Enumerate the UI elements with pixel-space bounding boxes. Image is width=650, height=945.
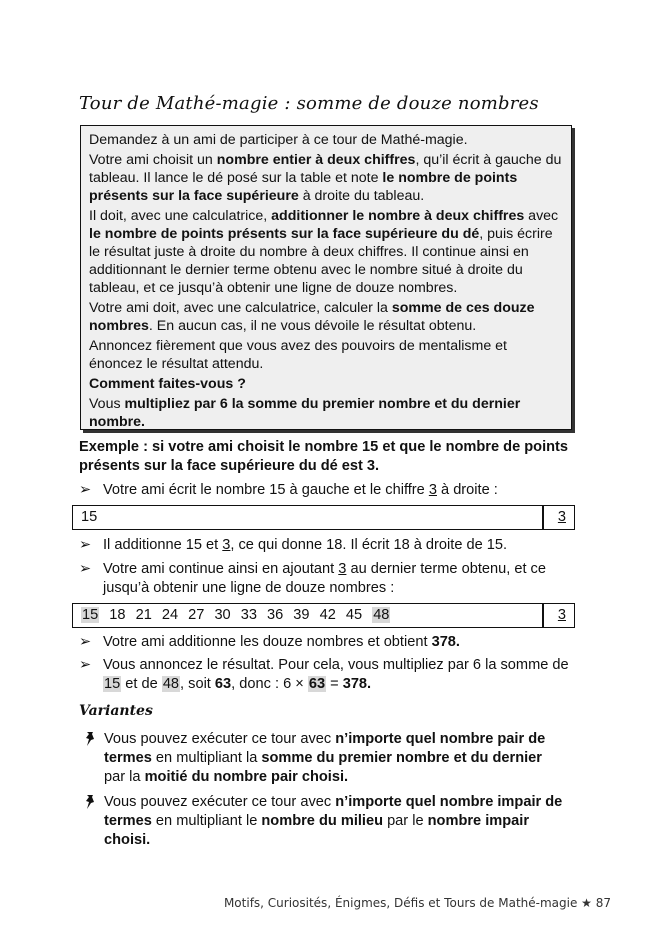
example-heading: Exemple : si votre ami choisit le nombre 15 et que le nombre de points présents sur la face supérieure du dé est 3. bbox=[79, 439, 569, 474]
paragraph: Comment faites-vous ? bbox=[89, 376, 246, 392]
instructions-box bbox=[80, 125, 572, 430]
arrow-bullet-icon: ➢ bbox=[79, 657, 92, 673]
table-divider bbox=[542, 604, 544, 627]
paragraph: Demandez à un ami de participer à ce tour de Mathé-magie. bbox=[89, 132, 468, 148]
page-footer: Motifs, Curiosités, Énigmes, Défis et Tours de Mathé-magie ★ 87 bbox=[223, 896, 611, 910]
arrow-bullet-icon: ➢ bbox=[79, 537, 92, 553]
arrow-bullet-icon: ➢ bbox=[79, 634, 92, 650]
table-divider bbox=[542, 506, 544, 529]
paragraph: Il doit, avec une calculatrice, additionner le nombre à deux chiffres avec le nombre de points présents sur la face supérieure du dé, puis écrire le résultat juste à droite du nombre à deux chiffres. Il continue ainsi en additionnant le dernier terme obtenu avec le nombre situé à droite du tableau, et ce jusqu’à obtenir une ligne de douze nombres. bbox=[89, 208, 559, 296]
variantes-heading: Variantes bbox=[79, 703, 153, 719]
paragraph: Votre ami doit, avec une calculatrice, calculer la somme de ces douze nombres. En aucun cas, il ne vous dévoile le résultat obtenu. bbox=[89, 300, 535, 334]
page-title: Tour de Mathé-magie : somme de douze nombres bbox=[79, 93, 539, 114]
paragraph: Vous multipliez par 6 la somme du premier nombre et du dernier nombre. bbox=[89, 396, 521, 430]
arrow-bullet-icon: ➢ bbox=[79, 561, 92, 577]
number-table-2: 15 18 21 24 27 30 33 36 39 42 45 48 3 bbox=[72, 603, 575, 628]
paragraph: Annoncez fièrement que vous avez des pouvoirs de mentalisme et énoncez le résultat attendu. bbox=[89, 338, 507, 372]
number-table-1: 15 3 bbox=[72, 505, 575, 530]
pushpin-icon bbox=[84, 794, 98, 810]
arrow-bullet-icon: ➢ bbox=[79, 482, 92, 498]
pushpin-icon bbox=[84, 731, 98, 747]
paragraph: Votre ami choisit un nombre entier à deux chiffres, qu’il écrit à gauche du tableau. Il lance le dé posé sur la table et note le nombre de points présents sur la face supérieure à droite du tableau. bbox=[89, 152, 562, 204]
